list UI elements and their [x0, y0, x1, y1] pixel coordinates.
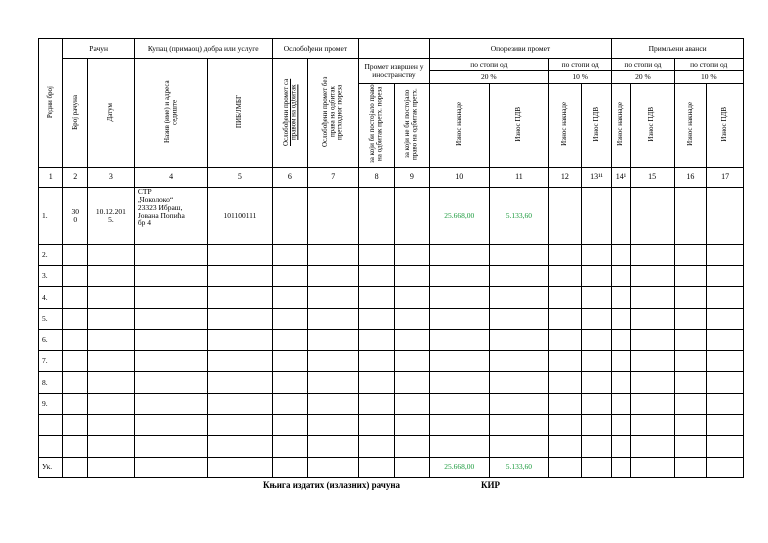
empty-cell: [707, 187, 744, 244]
row-number: 6.: [39, 329, 63, 350]
empty-cell: [394, 187, 429, 244]
header-pib: ПИБ/ЈМБГ: [208, 59, 272, 167]
row-number: 9.: [39, 393, 63, 414]
table-row: [39, 329, 744, 350]
header-adv-rate-10-val: 10 %: [674, 71, 744, 83]
column-number: 1: [39, 167, 63, 187]
column-number: 14¹: [612, 167, 630, 187]
row-number: [39, 436, 63, 457]
header-adv-rate-10: по стопи од: [674, 59, 744, 71]
table-row: [39, 308, 744, 329]
row-number: 4.: [39, 287, 63, 308]
column-number: 6: [272, 167, 308, 187]
pib-cell: 101100111: [208, 187, 272, 244]
column-number: 5: [208, 167, 272, 187]
empty-cell: [359, 187, 395, 244]
invoice-number-cell: 30 0: [63, 187, 87, 244]
header-buyer-name: Назив (име) и адреса седиште: [134, 59, 207, 167]
row-number: 1.: [39, 187, 63, 244]
empty-cell: [674, 187, 707, 244]
header-adv-vat-20: Износ ПДВ: [630, 83, 674, 167]
ledger-title: Књига издатих (излазних) рачуна: [263, 480, 401, 490]
column-number: 17: [707, 167, 744, 187]
table-row: [39, 244, 744, 265]
header-adv-base-20: Износ накнаде: [612, 83, 630, 167]
header-buyer: Купац (примаоц) добра или услуге: [134, 39, 272, 59]
table-row: [39, 351, 744, 372]
table-row: [39, 266, 744, 287]
table-row: [39, 187, 744, 244]
date-cell: 10.12.201 5.: [87, 187, 134, 244]
header-adv-vat-10: Износ ПДВ: [707, 83, 744, 167]
header-advances: Примљени аванси: [612, 39, 744, 59]
empty-cell: [272, 187, 308, 244]
table-row: [39, 287, 744, 308]
column-number: 2: [63, 167, 87, 187]
header-foreign: Промет извршен у иностранству: [359, 59, 429, 83]
row-number: [39, 415, 63, 436]
header-row-no: Редни број: [39, 39, 63, 168]
column-number: 3: [87, 167, 134, 187]
total-vat-20: 5.133,60: [489, 457, 548, 477]
column-number: 8: [359, 167, 395, 187]
buyer-cell: СТР „Чоколоко“ 23323 Ибраш, Јована Попића бр 4: [134, 187, 207, 244]
header-foreign-without-right: за који не би постојало право на одбитак претх.: [394, 83, 429, 167]
header-adv-base-10: Износ накнаде: [674, 83, 707, 167]
table-row: [39, 436, 744, 457]
header-foreign-with-right: за који би постојало право на одбитак претх. пореза: [359, 83, 395, 167]
table-row: [39, 415, 744, 436]
empty-cell: [549, 187, 582, 244]
empty-cell: [630, 187, 674, 244]
total-base-20: 25.668,00: [429, 457, 489, 477]
row-number: 8.: [39, 372, 63, 393]
row-number: 7.: [39, 351, 63, 372]
header-foreign-blank: [359, 39, 429, 59]
header-exempt-without-right: Ослобођени промет без права на одбитак претходног пореза: [308, 59, 359, 167]
header-vat-10: Износ ПДВ: [581, 83, 612, 167]
header-rate-20: по стопи од: [429, 59, 548, 71]
empty-cell: [581, 187, 612, 244]
invoice-ledger-table: [38, 38, 744, 478]
header-rate-10-val: 10 %: [549, 71, 612, 83]
ledger-code: КИР: [481, 480, 501, 490]
header-adv-rate-20: по стопи од: [612, 59, 674, 71]
header-rate-10: по стопи од: [549, 59, 612, 71]
table-row: [39, 372, 744, 393]
column-number: 16: [674, 167, 707, 187]
column-number: 9: [394, 167, 429, 187]
header-invoice: Рачун: [63, 39, 134, 59]
total-label: Ук.: [39, 457, 63, 477]
header-adv-rate-20-val: 20 %: [612, 71, 674, 83]
column-number: 15: [630, 167, 674, 187]
column-number: 11: [489, 167, 548, 187]
base-20-cell: 25.668,00: [429, 187, 489, 244]
row-number: 2.: [39, 244, 63, 265]
column-number: 13¹¹: [581, 167, 612, 187]
vat-20-cell: 5.133,60: [489, 187, 548, 244]
header-date: Датум: [87, 59, 134, 167]
empty-cell: [308, 187, 359, 244]
header-rate-20-val: 20 %: [429, 71, 548, 83]
column-number: 7: [308, 167, 359, 187]
column-number: 4: [134, 167, 207, 187]
column-number: 10: [429, 167, 489, 187]
header-vat-20: Износ ПДВ: [489, 83, 548, 167]
row-number: 5.: [39, 308, 63, 329]
total-row: [39, 457, 744, 477]
empty-cell: [612, 187, 630, 244]
column-number: 12: [549, 167, 582, 187]
header-invoice-no: Број рачуна: [63, 59, 87, 167]
header-exempt-with-right: Ослобођени промет са правом на одбитак: [272, 59, 308, 167]
header-taxable: Опорезиви промет: [429, 39, 612, 59]
header-exempt: Ослобођени промет: [272, 39, 359, 59]
header-base-10: Износ накнаде: [549, 83, 582, 167]
row-number: 3.: [39, 266, 63, 287]
column-number-row: [39, 167, 744, 187]
header-base-20: Износ накнаде: [429, 83, 489, 167]
table-row: [39, 393, 744, 414]
